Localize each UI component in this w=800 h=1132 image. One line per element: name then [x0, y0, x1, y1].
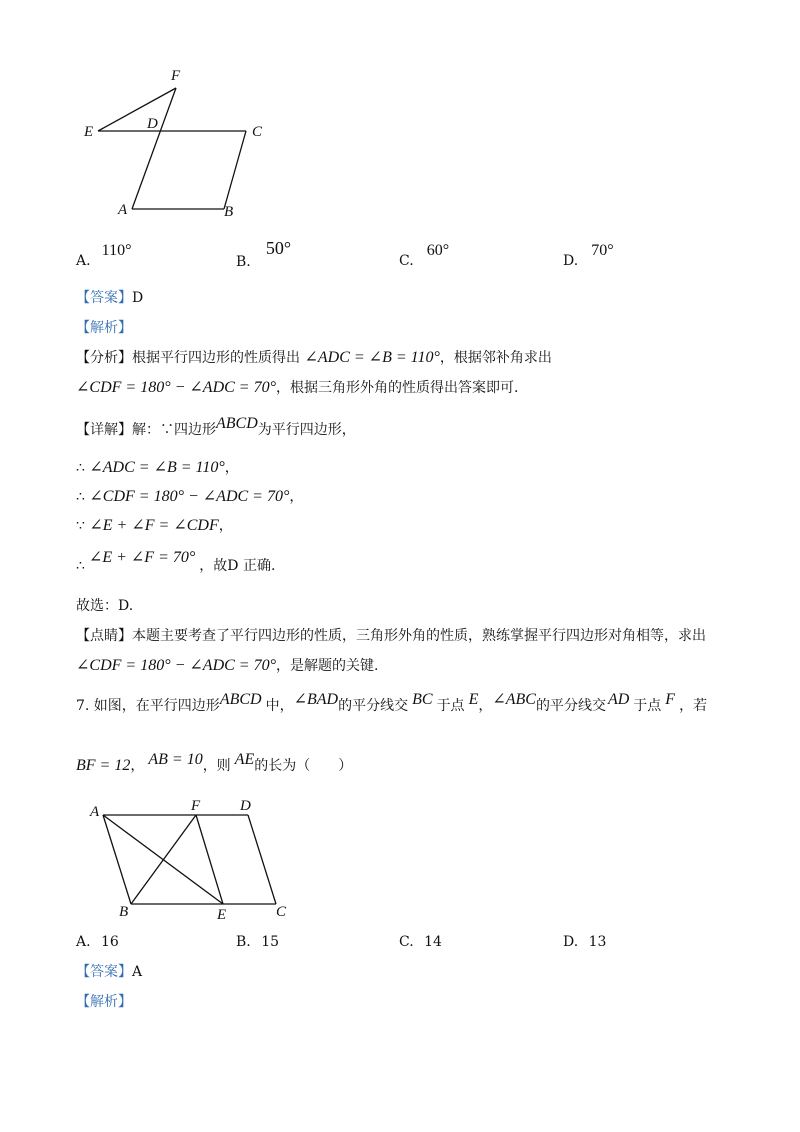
step-end: ， [289, 489, 304, 505]
option-value: 15 [261, 934, 280, 950]
xiangjie-math: ABCD [216, 415, 258, 432]
option-value: 50° [265, 238, 292, 258]
xiangjie-tag: 【详解】 [76, 422, 132, 438]
q6-dianjing-line-2 [76, 656, 378, 676]
q7-option-a [76, 932, 119, 952]
q7-option-c [399, 932, 442, 952]
q7-text: 的长为（ ） [254, 758, 353, 774]
dianjing-text-2: ，是解题的关键. [276, 658, 379, 674]
q6-option-d [563, 240, 614, 269]
q6-analysis-tag: 【解析】 [76, 320, 132, 336]
answer-tag: 【答案】 [76, 290, 132, 306]
option-letter: D. [563, 253, 579, 269]
q7-math: AE [234, 751, 255, 768]
step-end: ， [218, 518, 233, 534]
figure-2-parallelogram [0, 790, 320, 930]
therefore-symbol: ∴ [76, 460, 85, 476]
option-letter: A. [76, 253, 91, 269]
dianjing-tag: 【点睛】 [76, 628, 132, 644]
q7-math: AD [607, 691, 630, 708]
q6-fenxi-line-1 [76, 348, 552, 368]
label-f: F [171, 68, 181, 84]
therefore-symbol: ∴ [76, 489, 85, 505]
q6-answer-line [76, 288, 143, 308]
option-letter: D. [563, 934, 579, 950]
q6-option-a [76, 240, 132, 269]
segment-dc [248, 815, 276, 904]
q6-step-2 [76, 487, 303, 507]
xiangjie-text-b: 为平行四边形， [257, 422, 356, 438]
dianjing-math: ∠CDF = 180° − ∠ADC = 70° [76, 657, 276, 674]
xiangjie-text: 解：∵四边形 [132, 422, 216, 438]
q6-choose-line: 故选：D. [76, 598, 134, 614]
label-a: A [118, 202, 128, 218]
segment-bc [224, 131, 246, 209]
option-letter: B. [236, 934, 251, 950]
fenxi-math-2: ∠CDF = 180° − ∠ADC = 70° [76, 379, 276, 396]
label-f: F [191, 798, 201, 814]
option-letter: B. [236, 254, 251, 270]
segment-ab [103, 815, 131, 904]
q7-text: 7. 如图，在平行四边形 [76, 698, 220, 714]
q7-stem-line-1 [76, 691, 708, 716]
q7-option-b [236, 932, 279, 952]
q7-answer-line [76, 962, 142, 982]
option-value: 13 [588, 934, 607, 950]
segment-fe [196, 815, 223, 904]
label-a: A [90, 804, 100, 820]
q7-text: ，则 [202, 758, 231, 774]
q7-math: ∠ABC [492, 691, 536, 708]
option-letter: A. [76, 934, 91, 950]
option-value: 110° [101, 242, 132, 259]
q7-math: AB = 10 [148, 751, 203, 768]
q7-text: 的平分线交 [535, 698, 606, 714]
step-end: ， [224, 460, 239, 476]
dianjing-text: 本题主要考查了平行四边形的性质，三角形外角的性质，熟练掌握平行四边形对角相等，求出 [132, 628, 706, 644]
q7-text: ，若 [679, 698, 708, 714]
q6-fenxi-line-2 [76, 378, 518, 398]
q7-analysis-tag: 【解析】 [76, 994, 132, 1010]
q7-text: 中， [265, 698, 294, 714]
option-value: 60° [426, 242, 450, 259]
segment-fa [132, 88, 176, 209]
q7-text: 的平分线交 [338, 698, 409, 714]
q6-option-c [399, 240, 450, 269]
therefore-symbol: ∴ [76, 558, 85, 574]
step-math: ∠E + ∠F = ∠CDF [89, 517, 219, 534]
step-math: ∠CDF = 180° − ∠ADC = 70° [89, 488, 290, 505]
q7-math: BC [412, 691, 433, 708]
q7-math: ∠BAD [293, 691, 339, 708]
answer-value: D [132, 290, 144, 306]
fenxi-text-b: ，根据邻补角求出 [439, 350, 552, 366]
q7-text: ， [130, 758, 145, 774]
figure-1-parallelogram [0, 0, 300, 230]
fenxi-text: 根据平行四边形的性质得出 [132, 350, 300, 366]
label-d: D [147, 116, 158, 132]
answer-tag: 【答案】 [76, 964, 132, 980]
q7-stem-line-2 [76, 751, 353, 776]
step-math: ∠E + ∠F = 70° [88, 549, 196, 566]
fenxi-math: ∠ADC = ∠B = 110° [304, 349, 440, 366]
q7-math: BF = 12 [76, 757, 131, 774]
q6-step-1 [76, 458, 239, 478]
label-e: E [217, 907, 227, 923]
q6-step-3 [76, 516, 233, 536]
step-math: ∠ADC = ∠B = 110° [89, 459, 225, 476]
option-value: 70° [591, 242, 614, 259]
q7-text: 于点 [633, 698, 662, 714]
label-b: B [119, 904, 129, 920]
option-value: 16 [101, 934, 119, 950]
q6-xiangjie-line [76, 415, 356, 440]
step-end: ，故D 正确. [199, 558, 276, 574]
q6-option-b [236, 238, 292, 270]
q7-math: F [665, 691, 676, 708]
because-symbol: ∵ [76, 518, 85, 534]
fenxi-tag: 【分析】 [76, 350, 132, 366]
answer-value: A [132, 964, 143, 980]
q7-math: ABCD [219, 691, 262, 708]
q7-text: ， [478, 698, 493, 714]
q7-text: 于点 [436, 698, 465, 714]
segment-bf [131, 815, 196, 904]
q6-step-4 [76, 548, 276, 574]
option-letter: C. [399, 253, 414, 269]
q6-dianjing-line-1 [76, 626, 706, 646]
label-c: C [252, 124, 263, 140]
option-value: 14 [424, 934, 442, 950]
label-e: E [84, 124, 94, 140]
q7-option-d [563, 932, 606, 952]
option-letter: C. [399, 934, 414, 950]
label-d: D [240, 798, 251, 814]
label-b: B [224, 204, 234, 220]
fenxi-text-2: ，根据三角形外角的性质得出答案即可. [276, 380, 519, 396]
q7-math: E [468, 691, 479, 708]
segment-ef [98, 88, 176, 131]
label-c: C [276, 904, 287, 920]
